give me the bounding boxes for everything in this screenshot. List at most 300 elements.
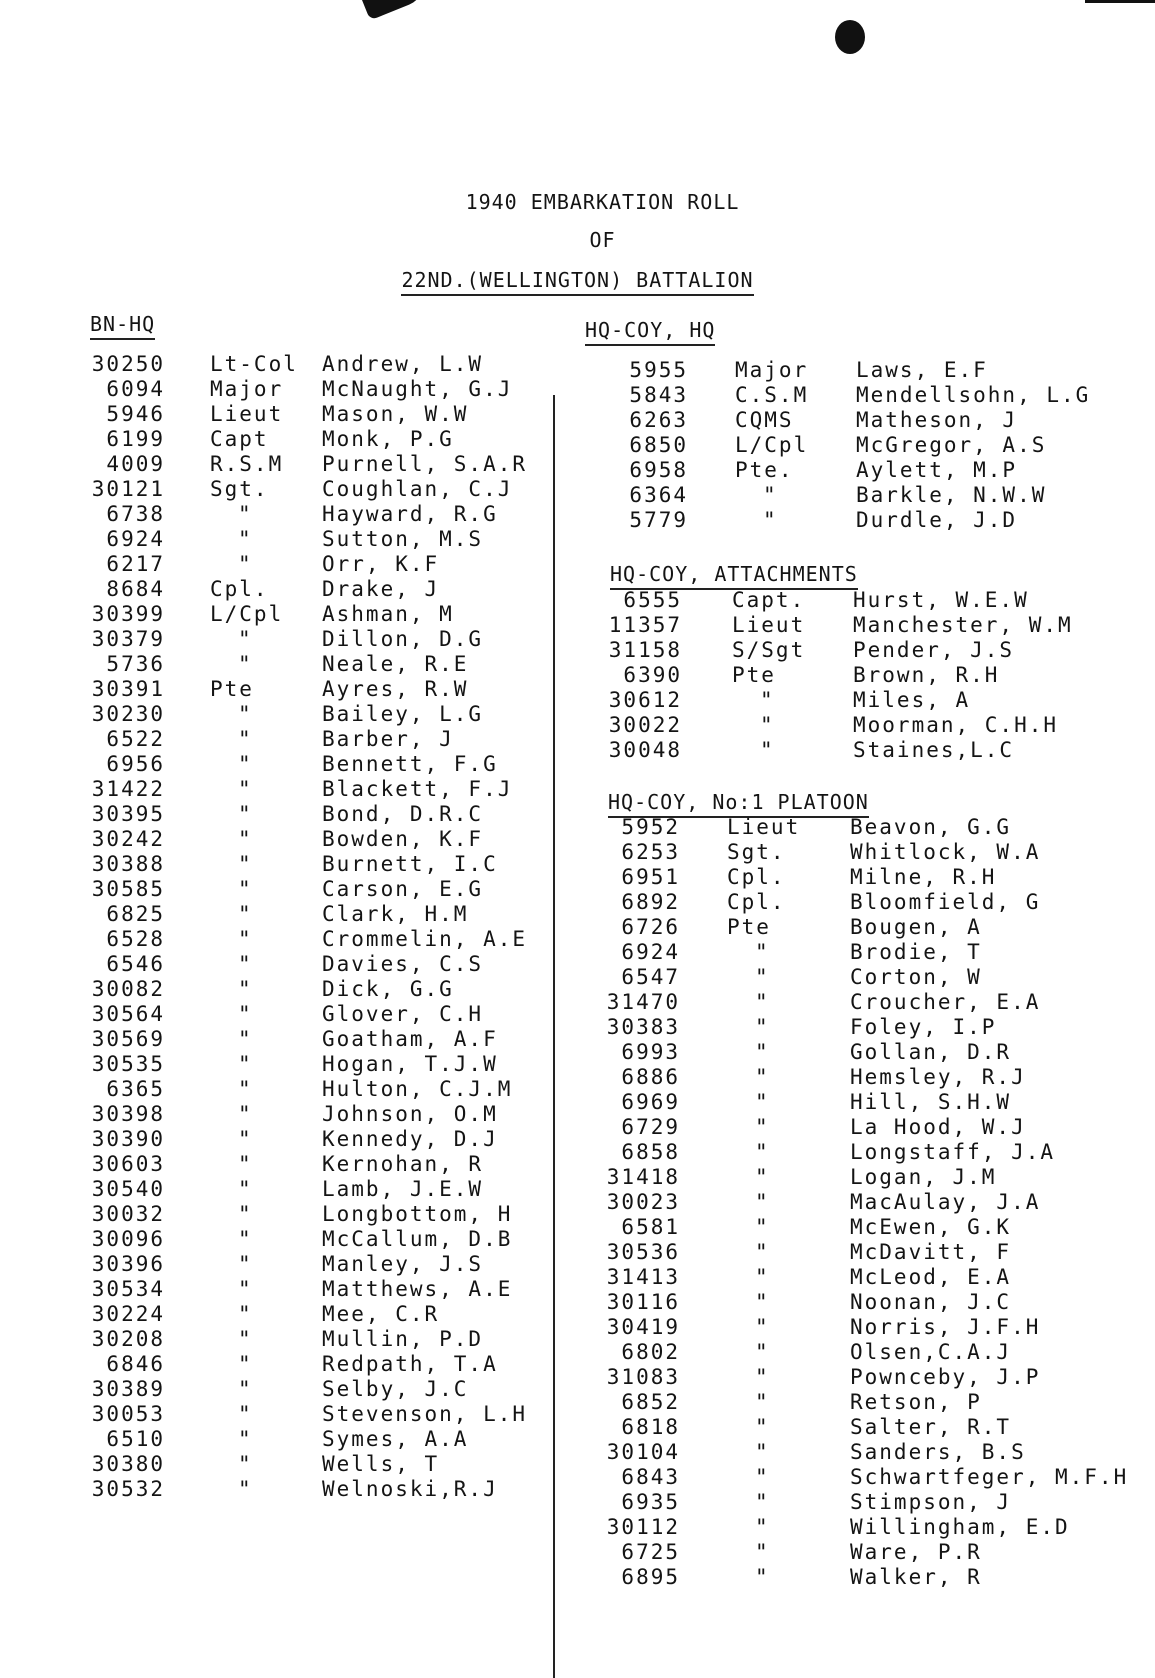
roll-entry — [0, 990, 1155, 1015]
service-number: 30112 — [606, 1515, 680, 1539]
service-number: 30540 — [91, 1177, 165, 1201]
soldier-name: Olsen,C.A.J — [850, 1340, 1012, 1364]
soldier-name: Hogan, T.J.W — [322, 1052, 498, 1076]
service-number: 6843 — [621, 1465, 680, 1489]
rank-ditto-mark: " — [755, 1265, 768, 1289]
roll-entry — [0, 1265, 1155, 1290]
rank: Pte — [727, 915, 771, 939]
soldier-name: Glover, C.H — [322, 1002, 484, 1026]
soldier-name: Hulton, C.J.M — [322, 1077, 513, 1101]
rank-ditto-mark: " — [238, 1202, 251, 1226]
service-number: 30390 — [91, 1127, 165, 1151]
service-number: 30532 — [91, 1477, 165, 1501]
soldier-name: Hayward, R.G — [322, 502, 498, 526]
service-number: 31083 — [606, 1365, 680, 1389]
rank-ditto-mark: " — [238, 1427, 251, 1451]
roll-entry — [0, 458, 1155, 483]
soldier-name: Monk, P.G — [322, 427, 454, 451]
soldier-name: Staines,L.C — [853, 738, 1015, 762]
soldier-name: Barber, J — [322, 727, 454, 751]
section-heading-text: BN-HQ — [90, 312, 155, 340]
service-number: 30022 — [608, 713, 682, 737]
rank-ditto-mark: " — [755, 1215, 768, 1239]
service-number: 30048 — [608, 738, 682, 762]
roll-entry — [0, 713, 1155, 738]
service-number: 6993 — [621, 1040, 680, 1064]
service-number: 30379 — [91, 627, 165, 651]
soldier-name: McCallum, D.B — [322, 1227, 513, 1251]
soldier-name: Mullin, P.D — [322, 1327, 484, 1351]
service-number: 30230 — [91, 702, 165, 726]
soldier-name: Kennedy, D.J — [322, 1127, 498, 1151]
soldier-name: Bond, D.R.C — [322, 802, 484, 826]
soldier-name: Purnell, S.A.R — [322, 452, 528, 476]
soldier-name: Gollan, D.R — [850, 1040, 1012, 1064]
service-number: 5843 — [629, 383, 688, 407]
soldier-name: Redpath, T.A — [322, 1352, 498, 1376]
service-number: 31413 — [606, 1265, 680, 1289]
rank-ditto-mark: " — [238, 702, 251, 726]
roll-entry — [0, 915, 1155, 940]
soldier-name: Selby, J.C — [322, 1377, 469, 1401]
roll-entry — [0, 1165, 1155, 1190]
soldier-name: Goatham, A.F — [322, 1027, 498, 1051]
roll-entry — [0, 1440, 1155, 1465]
rank-ditto-mark: " — [755, 1365, 768, 1389]
roll-entry — [0, 1115, 1155, 1140]
rank-ditto-mark: " — [238, 977, 251, 1001]
rank-ditto-mark: " — [755, 1090, 768, 1114]
rank-ditto-mark: " — [755, 1565, 768, 1589]
service-number: 30023 — [606, 1190, 680, 1214]
roll-list-hq-coy-attachments — [0, 588, 1155, 763]
roll-list-hq-coy-no1-platoon — [0, 815, 1155, 1590]
roll-entry — [0, 552, 560, 577]
page-edge-mark — [1085, 0, 1155, 3]
service-number: 6390 — [623, 663, 682, 687]
roll-entry — [0, 865, 1155, 890]
document-subtitle — [0, 268, 1155, 292]
section-heading-hq-coy-attachments — [610, 562, 858, 586]
document-title: 1940 EMBARKATION ROLL — [465, 190, 740, 214]
roll-entry — [0, 1490, 1155, 1515]
rank-ditto-mark: " — [755, 1165, 768, 1189]
soldier-name: Crommelin, A.E — [322, 927, 528, 951]
soldier-name: Davies, C.S — [322, 952, 484, 976]
rank-ditto-mark: " — [755, 1290, 768, 1314]
service-number: 30389 — [91, 1377, 165, 1401]
soldier-name: Mendellsohn, L.G — [856, 383, 1091, 407]
rank: S/Sgt — [732, 638, 806, 662]
rank: Cpl. — [727, 890, 786, 914]
rank: Capt — [210, 427, 269, 451]
rank: Major — [735, 358, 809, 382]
rank-ditto-mark: " — [238, 902, 251, 926]
service-number: 30612 — [608, 688, 682, 712]
rank: R.S.M — [210, 452, 284, 476]
soldier-name: Norris, J.F.H — [850, 1315, 1041, 1339]
service-number: 30534 — [91, 1277, 165, 1301]
soldier-name: Durdle, J.D — [856, 508, 1018, 532]
service-number: 30585 — [91, 877, 165, 901]
soldier-name: La Hood, W.J — [850, 1115, 1026, 1139]
rank-ditto-mark: " — [238, 1277, 251, 1301]
service-number: 6818 — [621, 1415, 680, 1439]
soldier-name: Pender, J.S — [853, 638, 1015, 662]
roll-entry — [0, 1015, 1155, 1040]
roll-entry — [0, 1515, 1155, 1540]
roll-entry — [0, 1090, 1155, 1115]
service-number: 30396 — [91, 1252, 165, 1276]
rank-ditto-mark: " — [238, 777, 251, 801]
section-heading-text: HQ-COY, HQ — [585, 318, 715, 346]
roll-entry — [0, 483, 1155, 508]
service-number: 31470 — [606, 990, 680, 1014]
section-heading-hq-coy-no1-platoon — [608, 790, 869, 814]
service-number: 31422 — [91, 777, 165, 801]
soldier-name: Carson, E.G — [322, 877, 484, 901]
rank-ditto-mark: " — [238, 1002, 251, 1026]
roll-entry — [0, 1365, 1155, 1390]
rank-ditto-mark: " — [238, 1377, 251, 1401]
rank-ditto-mark: " — [755, 1190, 768, 1214]
service-number: 30399 — [91, 602, 165, 626]
soldier-name: Ashman, M — [322, 602, 454, 626]
service-number: 30603 — [91, 1152, 165, 1176]
service-number: 6935 — [621, 1490, 680, 1514]
soldier-name: McEwen, G.K — [850, 1215, 1012, 1239]
rank-ditto-mark: " — [760, 738, 773, 762]
service-number: 6725 — [621, 1540, 680, 1564]
soldier-name: Blackett, F.J — [322, 777, 513, 801]
soldier-name: Miles, A — [853, 688, 971, 712]
service-number: 6738 — [106, 502, 165, 526]
rank-ditto-mark: " — [238, 502, 251, 526]
service-number: 6555 — [623, 588, 682, 612]
soldier-name: McGregor, A.S — [856, 433, 1047, 457]
rank-ditto-mark: " — [238, 927, 251, 951]
rank-ditto-mark: " — [755, 1240, 768, 1264]
soldier-name: Longbottom, H — [322, 1202, 513, 1226]
soldier-name: Coughlan, C.J — [322, 477, 513, 501]
rank: Capt. — [732, 588, 806, 612]
rank-ditto-mark: " — [763, 483, 776, 507]
rank: C.S.M — [735, 383, 809, 407]
soldier-name: Dillon, D.G — [322, 627, 484, 651]
service-number: 6094 — [106, 377, 165, 401]
rank: Sgt. — [727, 840, 786, 864]
roll-entry — [0, 588, 1155, 613]
service-number: 6825 — [106, 902, 165, 926]
soldier-name: Walker, R — [850, 1565, 982, 1589]
soldier-name: Johnson, O.M — [322, 1102, 498, 1126]
soldier-name: Matheson, J — [856, 408, 1018, 432]
rank-ditto-mark: " — [238, 1077, 251, 1101]
rank: Pte — [210, 677, 254, 701]
soldier-name: Noonan, J.C — [850, 1290, 1012, 1314]
section-heading-text: HQ-COY, No:1 PLATOON — [608, 790, 869, 818]
service-number: 6547 — [621, 965, 680, 989]
service-number: 5779 — [629, 508, 688, 532]
service-number: 6958 — [629, 458, 688, 482]
service-number: 6969 — [621, 1090, 680, 1114]
service-number: 30535 — [91, 1052, 165, 1076]
service-number: 30380 — [91, 1452, 165, 1476]
rank: Cpl. — [210, 577, 269, 601]
soldier-name: Bowden, K.F — [322, 827, 484, 851]
roll-entry — [0, 358, 1155, 383]
roll-entry — [0, 1565, 1155, 1590]
roll-entry — [0, 638, 1155, 663]
rank-ditto-mark: " — [755, 1115, 768, 1139]
roll-entry — [0, 1215, 1155, 1240]
soldier-name: Whitlock, W.A — [850, 840, 1041, 864]
soldier-name: Brodie, T — [850, 940, 982, 964]
rank-ditto-mark: " — [238, 1402, 251, 1426]
soldier-name: Lamb, J.E.W — [322, 1177, 484, 1201]
rank: Pte — [732, 663, 776, 687]
service-number: 6217 — [106, 552, 165, 576]
soldier-name: Drake, J — [322, 577, 440, 601]
roll-entry — [0, 1290, 1155, 1315]
service-number: 6895 — [621, 1565, 680, 1589]
soldier-name: Welnoski,R.J — [322, 1477, 498, 1501]
rank-ditto-mark: " — [755, 965, 768, 989]
soldier-name: Retson, P — [850, 1390, 982, 1414]
service-number: 30208 — [91, 1327, 165, 1351]
roll-entry — [0, 613, 1155, 638]
battalion-name: 22ND.(WELLINGTON) BATTALION — [401, 268, 753, 296]
soldier-name: Stevenson, L.H — [322, 1402, 528, 1426]
roll-entry — [0, 433, 1155, 458]
service-number: 31418 — [606, 1165, 680, 1189]
service-number: 6852 — [621, 1390, 680, 1414]
roll-entry — [0, 1415, 1155, 1440]
roll-entry — [0, 1065, 1155, 1090]
rank-ditto-mark: " — [760, 713, 773, 737]
service-number: 31158 — [608, 638, 682, 662]
service-number: 30569 — [91, 1027, 165, 1051]
soldier-name: Manchester, W.M — [853, 613, 1073, 637]
service-number: 6263 — [629, 408, 688, 432]
rank-ditto-mark: " — [755, 1015, 768, 1039]
roll-list-hq-coy-hq — [0, 358, 1155, 533]
rank-ditto-mark: " — [238, 652, 251, 676]
service-number: 11357 — [608, 613, 682, 637]
roll-entry — [0, 1040, 1155, 1065]
ink-blot — [362, 0, 430, 20]
rank-ditto-mark: " — [755, 1540, 768, 1564]
rank-ditto-mark: " — [755, 1315, 768, 1339]
rank-ditto-mark: " — [763, 508, 776, 532]
soldier-name: Clark, H.M — [322, 902, 469, 926]
rank: Sgt. — [210, 477, 269, 501]
service-number: 30121 — [91, 477, 165, 501]
rank: Major — [210, 377, 284, 401]
service-number: 30564 — [91, 1002, 165, 1026]
rank-ditto-mark: " — [755, 1390, 768, 1414]
soldier-name: Wells, T — [322, 1452, 440, 1476]
rank-ditto-mark: " — [238, 1102, 251, 1126]
rank-ditto-mark: " — [238, 1127, 251, 1151]
soldier-name: Salter, R.T — [850, 1415, 1012, 1439]
soldier-name: Corton, W — [850, 965, 982, 989]
rank-ditto-mark: " — [238, 552, 251, 576]
service-number: 6850 — [629, 433, 688, 457]
rank-ditto-mark: " — [238, 1302, 251, 1326]
rank: Pte. — [735, 458, 794, 482]
soldier-name: Pownceby, J.P — [850, 1365, 1041, 1389]
roll-entry — [0, 1140, 1155, 1165]
soldier-name: Brown, R.H — [853, 663, 1000, 687]
service-number: 4009 — [106, 452, 165, 476]
rank-ditto-mark: " — [238, 1052, 251, 1076]
section-heading-text: HQ-COY, ATTACHMENTS — [610, 562, 858, 590]
service-number: 30032 — [91, 1202, 165, 1226]
rank-ditto-mark: " — [755, 1040, 768, 1064]
soldier-name: Laws, E.F — [856, 358, 988, 382]
soldier-name: Dick, G.G — [322, 977, 454, 1001]
roll-entry — [0, 408, 1155, 433]
soldier-name: Longstaff, J.A — [850, 1140, 1056, 1164]
soldier-name: Sanders, B.S — [850, 1440, 1026, 1464]
roll-entry — [0, 1340, 1155, 1365]
roll-entry — [0, 1540, 1155, 1565]
document-title-of: OF — [589, 228, 616, 252]
service-number: 6846 — [106, 1352, 165, 1376]
soldier-name: Manley, J.S — [322, 1252, 484, 1276]
service-number: 6726 — [621, 915, 680, 939]
section-heading-hq-coy-hq — [585, 318, 715, 342]
soldier-name: Logan, J.M — [850, 1165, 997, 1189]
service-number: 6546 — [106, 952, 165, 976]
rank: L/Cpl — [735, 433, 809, 457]
service-number: 6253 — [621, 840, 680, 864]
rank-ditto-mark: " — [238, 1252, 251, 1276]
service-number: 5946 — [106, 402, 165, 426]
roll-entry — [0, 1190, 1155, 1215]
service-number: 6802 — [621, 1340, 680, 1364]
section-heading-bn-hq — [90, 312, 155, 336]
roll-entry — [0, 1315, 1155, 1340]
soldier-name: Schwartfeger, M.F.H — [850, 1465, 1129, 1489]
rank-ditto-mark: " — [238, 1177, 251, 1201]
soldier-name: Barkle, N.W.W — [856, 483, 1047, 507]
service-number: 6199 — [106, 427, 165, 451]
soldier-name: Ware, P.R — [850, 1540, 982, 1564]
soldier-name: McDavitt, F — [850, 1240, 1012, 1264]
rank-ditto-mark: " — [238, 752, 251, 776]
roll-entry — [0, 383, 1155, 408]
rank-ditto-mark: " — [238, 952, 251, 976]
roll-entry — [0, 688, 1155, 713]
service-number: 30053 — [91, 1402, 165, 1426]
soldier-name: Bougen, A — [850, 915, 982, 939]
rank-ditto-mark: " — [755, 1465, 768, 1489]
rank-ditto-mark: " — [238, 877, 251, 901]
service-number: 6956 — [106, 752, 165, 776]
rank: Cpl. — [727, 865, 786, 889]
service-number: 30536 — [606, 1240, 680, 1264]
soldier-name: Burnett, I.C — [322, 852, 498, 876]
rank-ditto-mark: " — [238, 1477, 251, 1501]
soldier-name: Orr, K.F — [322, 552, 440, 576]
soldier-name: Ayres, R.W — [322, 677, 469, 701]
soldier-name: Aylett, M.P — [856, 458, 1018, 482]
rank: CQMS — [735, 408, 794, 432]
rank-ditto-mark: " — [238, 527, 251, 551]
rank-ditto-mark: " — [760, 688, 773, 712]
soldier-name: Andrew, L.W — [322, 352, 484, 376]
rank-ditto-mark: " — [238, 1327, 251, 1351]
roll-entry — [0, 508, 1155, 533]
rank-ditto-mark: " — [755, 1440, 768, 1464]
soldier-name: Willingham, E.D — [850, 1515, 1070, 1539]
rank-ditto-mark: " — [755, 1340, 768, 1364]
soldier-name: Symes, A.A — [322, 1427, 469, 1451]
rank-ditto-mark: " — [238, 1452, 251, 1476]
rank-ditto-mark: " — [755, 990, 768, 1014]
service-number: 30383 — [606, 1015, 680, 1039]
roll-entry — [0, 840, 1155, 865]
service-number: 6364 — [629, 483, 688, 507]
rank-ditto-mark: " — [238, 627, 251, 651]
service-number: 6528 — [106, 927, 165, 951]
soldier-name: Neale, R.E — [322, 652, 469, 676]
soldier-name: Bailey, L.G — [322, 702, 484, 726]
soldier-name: Beavon, G.G — [850, 815, 1012, 839]
rank: L/Cpl — [210, 602, 284, 626]
soldier-name: Kernohan, R — [322, 1152, 484, 1176]
soldier-name: Mason, W.W — [322, 402, 469, 426]
rank: Lieut — [210, 402, 284, 426]
soldier-name: McNaught, G.J — [322, 377, 513, 401]
roll-entry — [0, 815, 1155, 840]
soldier-name: MacAulay, J.A — [850, 1190, 1041, 1214]
soldier-name: Foley, I.P — [850, 1015, 997, 1039]
service-number: 8684 — [106, 577, 165, 601]
service-number: 6924 — [621, 940, 680, 964]
punch-hole-mark — [835, 20, 865, 54]
service-number: 30398 — [91, 1102, 165, 1126]
service-number: 6951 — [621, 865, 680, 889]
service-number: 6581 — [621, 1215, 680, 1239]
roll-entry — [0, 940, 1155, 965]
service-number: 30104 — [606, 1440, 680, 1464]
rank-ditto-mark: " — [238, 727, 251, 751]
soldier-name: Bennett, F.G — [322, 752, 498, 776]
service-number: 6886 — [621, 1065, 680, 1089]
rank: Lieut — [727, 815, 801, 839]
soldier-name: Sutton, M.S — [322, 527, 484, 551]
rank-ditto-mark: " — [755, 1140, 768, 1164]
soldier-name: Croucher, E.A — [850, 990, 1041, 1014]
service-number: 30419 — [606, 1315, 680, 1339]
service-number: 30224 — [91, 1302, 165, 1326]
service-number: 6522 — [106, 727, 165, 751]
soldier-name: Bloomfield, G — [850, 890, 1041, 914]
soldier-name: Hurst, W.E.W — [853, 588, 1029, 612]
rank-ditto-mark: " — [238, 827, 251, 851]
service-number: 5952 — [621, 815, 680, 839]
rank-ditto-mark: " — [238, 1352, 251, 1376]
rank-ditto-mark: " — [238, 1027, 251, 1051]
roll-entry — [0, 1390, 1155, 1415]
roll-entry — [0, 1240, 1155, 1265]
soldier-name: McLeod, E.A — [850, 1265, 1012, 1289]
roll-entry — [0, 663, 1155, 688]
rank: Lieut — [732, 613, 806, 637]
